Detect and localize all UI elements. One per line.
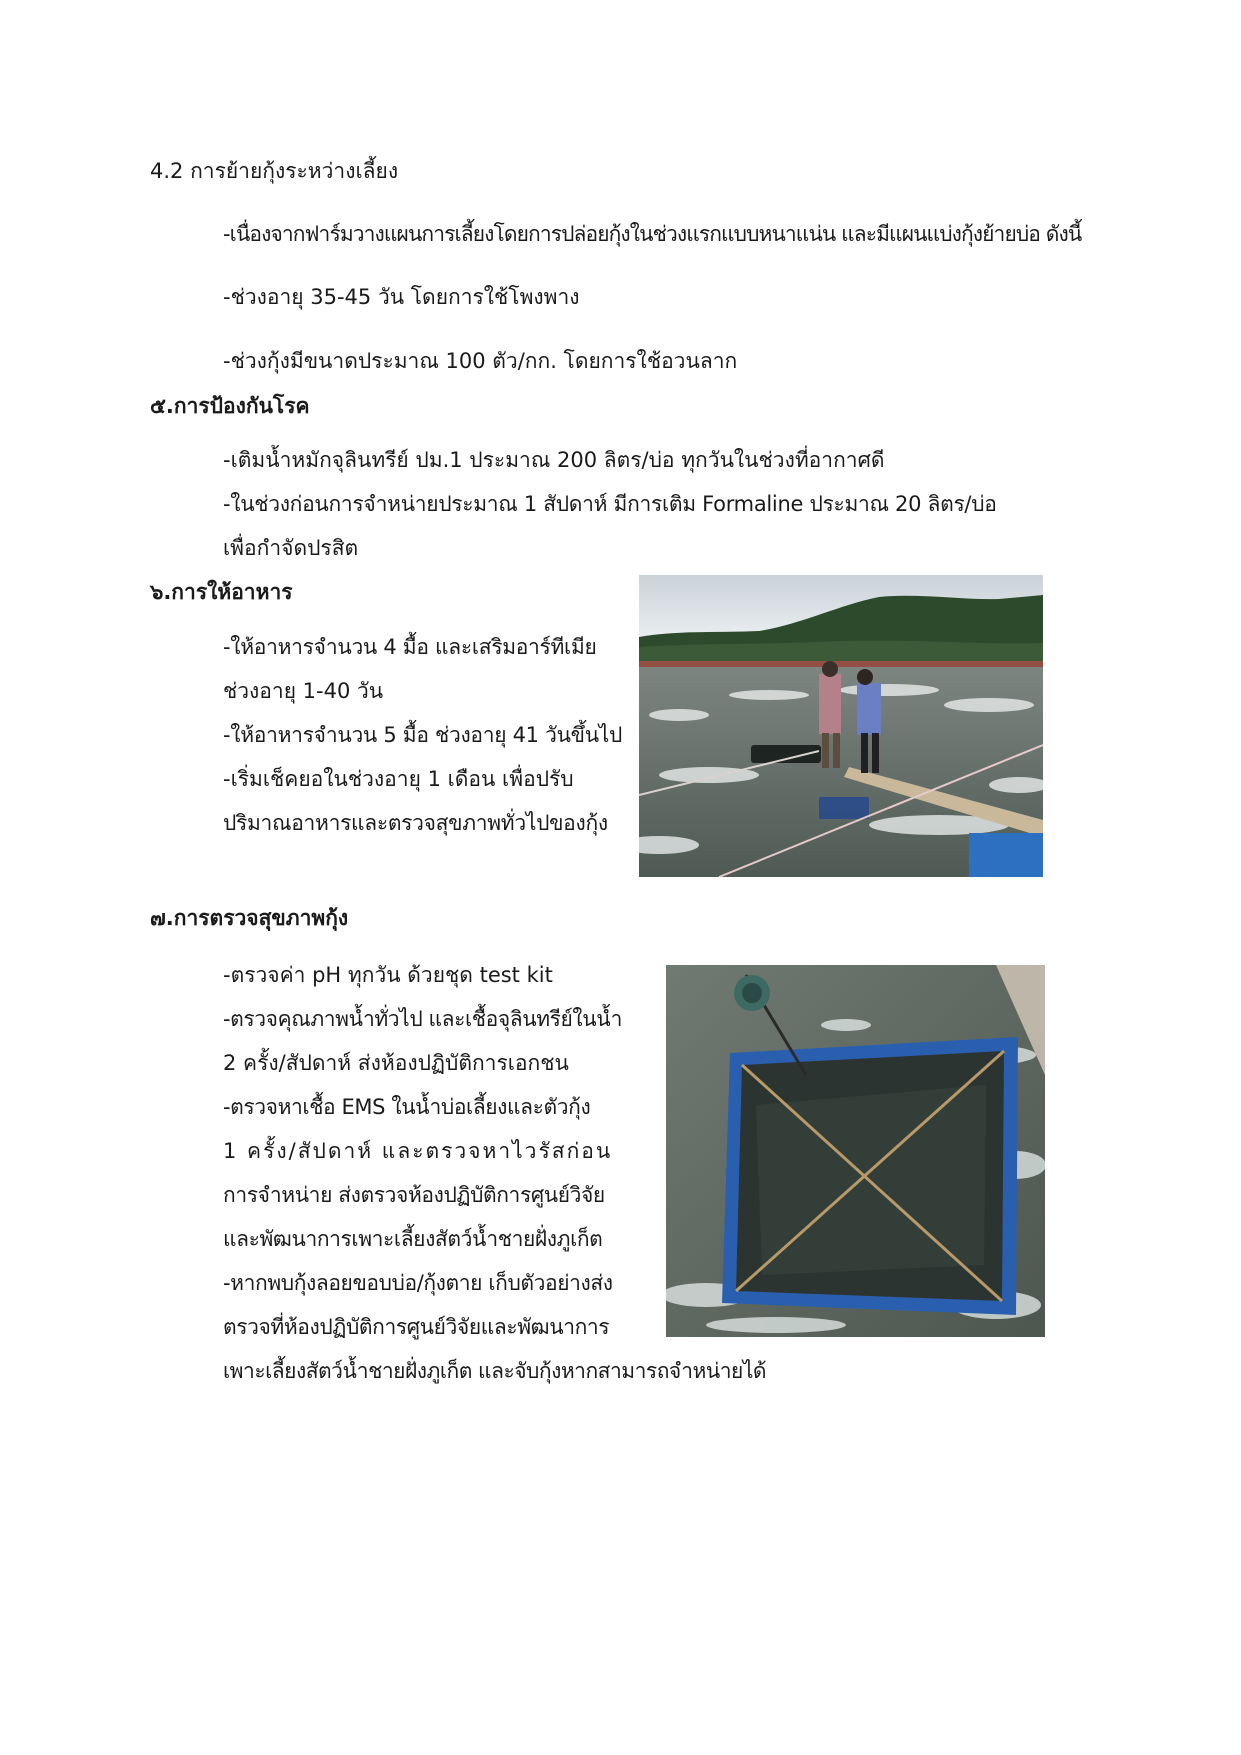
section-5-line-1: -เติมน้ำหมักจุลินทรีย์ ปม.1 ประมาณ 200 ลิตร/บ่อ ทุกวันในช่วงที่อากาศดี: [223, 448, 885, 472]
feed-tray-photo: [666, 965, 1045, 1337]
section-7-line-10: เพาะเลี้ยงสัตว์น้ำชายฝั่งภูเก็ต และจับกุ้งหากสามารถจำหน่ายได้: [223, 1359, 767, 1383]
section-7-line-1: -ตรวจค่า pH ทุกวัน ด้วยชุด test kit: [223, 963, 553, 987]
section-7-line-5: 1 ครั้ง/สัปดาห์ และตรวจหาไวรัสก่อน: [223, 1139, 613, 1163]
section-7-heading: ๗.การตรวจสุขภาพกุ้ง: [150, 906, 349, 930]
section-6-line-5: ปริมาณอาหารและตรวจสุขภาพทั่วไปของกุ้ง: [223, 811, 608, 835]
section-6-line-4: -เริ่มเช็คยอในช่วงอายุ 1 เดือน เพื่อปรับ: [223, 767, 574, 791]
section-4-2-line-2: -ช่วงอายุ 35-45 วัน โดยการใช้โพงพาง: [223, 285, 580, 309]
section-6-line-2: ช่วงอายุ 1-40 วัน: [223, 679, 384, 703]
section-6-heading: ๖.การให้อาหาร: [150, 580, 293, 604]
section-5-line-2: -ในช่วงก่อนการจำหน่ายประมาณ 1 สัปดาห์ มีการเติม Formaline ประมาณ 20 ลิตร/บ่อ: [223, 492, 997, 516]
section-7-line-8: -หากพบกุ้งลอยขอบบ่อ/กุ้งตาย เก็บตัวอย่างส่ง: [223, 1271, 613, 1295]
section-5-line-3: เพื่อกำจัดปรสิต: [223, 536, 359, 560]
section-4-2-line-1: -เนื่องจากฟาร์มวางแผนการเลี้ยงโดยการปล่อยกุ้งในช่วงแรกแบบหนาแน่น และมีแผนแบ่งกุ้งย้ายบ่อ ดังนี้: [223, 222, 1082, 246]
pond-workers-photo: [639, 575, 1043, 877]
section-7-line-3: 2 ครั้ง/สัปดาห์ ส่งห้องปฏิบัติการเอกชน: [223, 1051, 569, 1075]
section-7-line-4: -ตรวจหาเชื้อ EMS ในน้ำบ่อเลี้ยงและตัวกุ้ง: [223, 1095, 591, 1119]
section-7-line-7: และพัฒนาการเพาะเลี้ยงสัตว์น้ำชายฝั่งภูเก็ต: [223, 1227, 603, 1251]
section-5-heading: ๕.การป้องกันโรค: [150, 394, 310, 418]
section-7-line-2: -ตรวจคุณภาพน้ำทั่วไป และเชื้อจุลินทรีย์ในน้ำ: [223, 1007, 622, 1031]
section-6-line-1: -ให้อาหารจำนวน 4 มื้อ และเสริมอาร์ทีเมีย: [223, 635, 597, 659]
section-7-line-9: ตรวจที่ห้องปฏิบัติการศูนย์วิจัยและพัฒนาการ: [223, 1315, 610, 1339]
section-4-2-line-3: -ช่วงกุ้งมีขนาดประมาณ 100 ตัว/กก. โดยการใช้อวนลาก: [223, 349, 738, 373]
section-6-line-3: -ให้อาหารจำนวน 5 มื้อ ช่วงอายุ 41 วันขึ้นไป: [223, 723, 623, 747]
section-4-2-heading: 4.2 การย้ายกุ้งระหว่างเลี้ยง: [150, 159, 399, 183]
section-7-line-6: การจำหน่าย ส่งตรวจห้องปฏิบัติการศูนย์วิจัย: [223, 1183, 605, 1207]
